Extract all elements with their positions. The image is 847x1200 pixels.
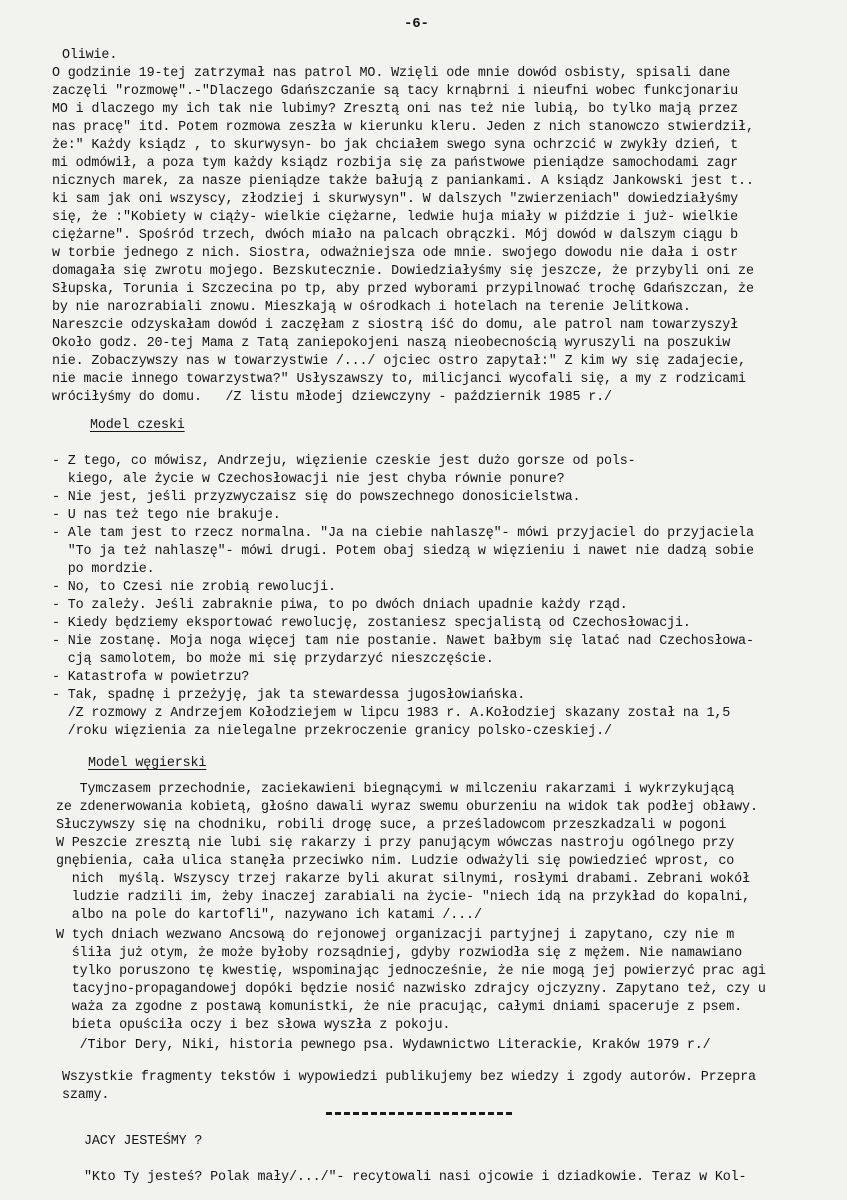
hungarian-line-8: W tych dniach wezwano Ancsową do rejonowej organizacji partyjnej i zapytano, czy nie m	[56, 928, 735, 943]
letter-line-12: domagała się zwrotu mojego. Bezskutecznie. Dowiedziałyśmy się jeszcze, że przybyli oni ze	[52, 264, 754, 279]
czech-line-6: po mordzie.	[52, 562, 155, 577]
hungarian-line-5: nich myślą. Wszyscy trzej rakarze byli akurat silnymi, rosłymi drabami. Zebrani wokół	[56, 872, 750, 887]
final-line: "Kto Ty jesteś? Polak mały/.../"- recytowali nasi ojcowie i dziadkowie. Teraz w Kol-	[84, 1170, 747, 1185]
letter-line-3: MO i dlaczego my ich tak nie lubimy? Zresztą oni nas też nie lubią, bo tylko mają przez	[52, 102, 739, 117]
notice-line-1: szamy.	[62, 1088, 110, 1103]
letter-line-1: O godzinie 19-tej zatrzymał nas patrol MO. Wzięli ode mnie dowód osbisty, spisali dane	[52, 66, 731, 81]
czech-line-13: - Tak, spadnę i przeżyję, jak ta stewardessa jugosłowiańska.	[52, 688, 526, 703]
letter-line-4: nas pracę" itd. Potem rozmowa zeszła w kierunku kleru. Jeden z nich stanowczo stwierdził,	[52, 120, 754, 135]
hungarian-line-0: Tymczasem przechodnie, zaciekawieni biegnącymi w milczeniu rakarzami i wykrzykującą	[56, 782, 735, 797]
hungarian-line-14: /Tibor Dery, Niki, historia pewnego psa. Wydawnictwo Literackie, Kraków 1979 r./	[56, 1038, 711, 1053]
hungarian-line-10: tylko poruszono tę kwestię, wspominając jednocześnie, że nie mogą jej powierzyć prac agi	[56, 964, 766, 979]
letter-line-9: się, że :"Kobiety w ciąży- wielkie ciężarne, ledwie huja miały w piździe i już- wielkie	[52, 210, 739, 225]
hungarian-line-12: waża za zgodne z postawą komunistki, że nie pracując, całymi dniami spaceruje z psem.	[56, 1000, 743, 1015]
letter-line-19: wróciłyśmy do domu. /Z listu młodej dziewczyny - październik 1985 r./	[52, 390, 612, 405]
letter-line-2: zaczęli "rozmowę".-"Dlaczego Gdańszczanie są tacy krnąbrni i nieufni wobec funkcjonariu	[52, 84, 739, 99]
czech-line-10: - Nie zostanę. Moja noga więcej tam nie postanie. Nawet bałbym się latać nad Czechosłowa-	[52, 634, 754, 649]
czech-line-15: /roku więzienia za nielegalne przekroczenie granicy polsko-czeskiej./	[52, 724, 612, 739]
czech-line-3: - U nas też tego nie brakuje.	[52, 508, 281, 523]
letter-line-15: Nareszcie odzyskałam dowód i zaczęłam z siostrą iść do domu, ale patrol nam towarzyszył	[52, 318, 739, 333]
notice-line-0: Wszystkie fragmenty tekstów i wypowiedzi publikujemy bez wiedzy i zgody autorów. Przepra	[62, 1070, 756, 1085]
czech-line-7: - No, to Czesi nie zrobią rewolucji.	[52, 580, 336, 595]
letter-line-18: nie macie innego towarzystwa?" Usłyszawszy to, milicjanci wycofali się, a my z rodzicami	[52, 372, 746, 387]
hungarian-line-3: W Peszcie zresztą nie lubi się rakarzy i przy panującym wówczas nastroju ogólnego przy	[56, 836, 735, 851]
letter-line-11: w torbie jednego z nich. Siostra, odważniejsza ode mnie. swojego dowodu nie dała i ostr	[52, 246, 739, 261]
hungarian-line-11: tacyjno-propagandowej dopóki będzie nosić nazwisko zdrajcy ojczyzny. Zapytano też, czy u	[56, 982, 766, 997]
final-heading: JACY JESTEŚMY ?	[84, 1134, 203, 1149]
section-heading-czech: Model czeski	[90, 418, 185, 433]
letter-line-14: by nie narozrabiali znowu. Mieszkają w ośrodkach i hotelach na terenie Jelitkowa.	[52, 300, 691, 315]
czech-line-1: kiego, ale życie w Czechosłowacji nie jest chyba równie ponure?	[52, 472, 565, 487]
letter-line-16: Około godz. 20-tej Mama z Tatą zaniepokojeni naszą nieobecnością wyruszyli na poszukiw	[52, 336, 731, 351]
hungarian-line-9: śliła już otym, że może byłoby rozsądniej, gdyby rozwiodła się z mężem. Nie namawiano	[56, 946, 743, 961]
hungarian-line-4: gnębienia, cała ulica stanęła przeciwko nim. Ludzie odważyli się powiedzieć wprost, co	[56, 854, 735, 869]
czech-line-12: - Katastrofa w powietrzu?	[52, 670, 250, 685]
czech-line-2: - Nie jest, jeśli przyzwyczaisz się do powszechnego donosicielstwa.	[52, 490, 581, 505]
czech-line-4: - Ale tam jest to rzecz normalna. "Ja na ciebie nahlaszę"- mówi przyjaciel do przyjaciela	[52, 526, 754, 541]
letter-line-0: Oliwie.	[62, 48, 118, 63]
letter-line-10: ciężarne". Spośród trzech, dwóch miało na palcach obrączki. Mój dowód w dalszym ciągu b	[52, 228, 739, 243]
hungarian-line-7: albo na pole do kartofli", nazywano ich katami /.../	[56, 908, 482, 923]
letter-line-7: nicznych marek, za nasze pieniądze także bałują z paniankami. A ksiądz Jankowski jest t..	[52, 174, 754, 189]
hungarian-line-1: ze zdenerwowania kobietą, głośno dawali wyraz swemu oburzeniu na widok tak podłej obławy.	[56, 800, 758, 815]
letter-line-5: że:" Każdy ksiądz , to skurwysyn- bo jak chciałem swego syna ochrzcić w zwykły dzień, t	[52, 138, 739, 153]
letter-line-6: mi odmówił, a poza tym każdy ksiądz rozbija się za państwowe pieniądze samochodami zagr	[52, 156, 739, 171]
czech-line-8: - To zależy. Jeśli zabraknie piwa, to po dwóch dniach upadnie każdy rząd.	[52, 598, 628, 613]
czech-line-11: cją samolotem, bo może mi się przydarzyć nieszczęście.	[52, 652, 494, 667]
section-divider	[326, 1112, 512, 1115]
czech-line-5: "To ja też nahlaszę"- mówi drugi. Potem obaj siedzą w więzieniu i nawet nie dadzą sobie	[52, 544, 754, 559]
hungarian-line-13: bieta opuściła oczy i bez słowa wyszła z pokoju.	[56, 1018, 451, 1033]
letter-line-13: Słupska, Torunia i Szczecina po tp, aby przed wyborami przypilnować trochę Gdańszczan, że	[52, 282, 754, 297]
hungarian-line-2: Słuczywszy się na chodniku, robili drogę suce, a prześladowcom przeszkadzali w pogoni	[56, 818, 727, 833]
section-heading-hungarian: Model węgierski	[88, 756, 207, 771]
czech-line-0: - Z tego, co mówisz, Andrzeju, więzienie czeskie jest dużo gorsze od pols-	[52, 454, 636, 469]
letter-line-8: ki sam jak oni wszyscy, złodziej i skurwysyn". W dalszych "zwierzeniach" dowiedziałyśmy	[52, 192, 739, 207]
hungarian-line-6: ludzie radzili im, żeby inaczej zarabiali na życie- "niech idą na przykład do kopalni,	[56, 890, 750, 905]
czech-line-14: /Z rozmowy z Andrzejem Kołodziejem w lipcu 1983 r. A.Kołodziej skazany został na 1,5	[52, 706, 731, 721]
letter-line-17: nie. Zobaczywszy nas w towarzystwie /.../ ojciec ostro zapytał:" Z kim wy się zadajecie,	[52, 354, 746, 369]
czech-line-9: - Kiedy będziemy eksportować rewolucję, zostaniesz specjalistą od Czechosłowacji.	[52, 616, 691, 631]
page-number: -6-	[404, 16, 429, 32]
